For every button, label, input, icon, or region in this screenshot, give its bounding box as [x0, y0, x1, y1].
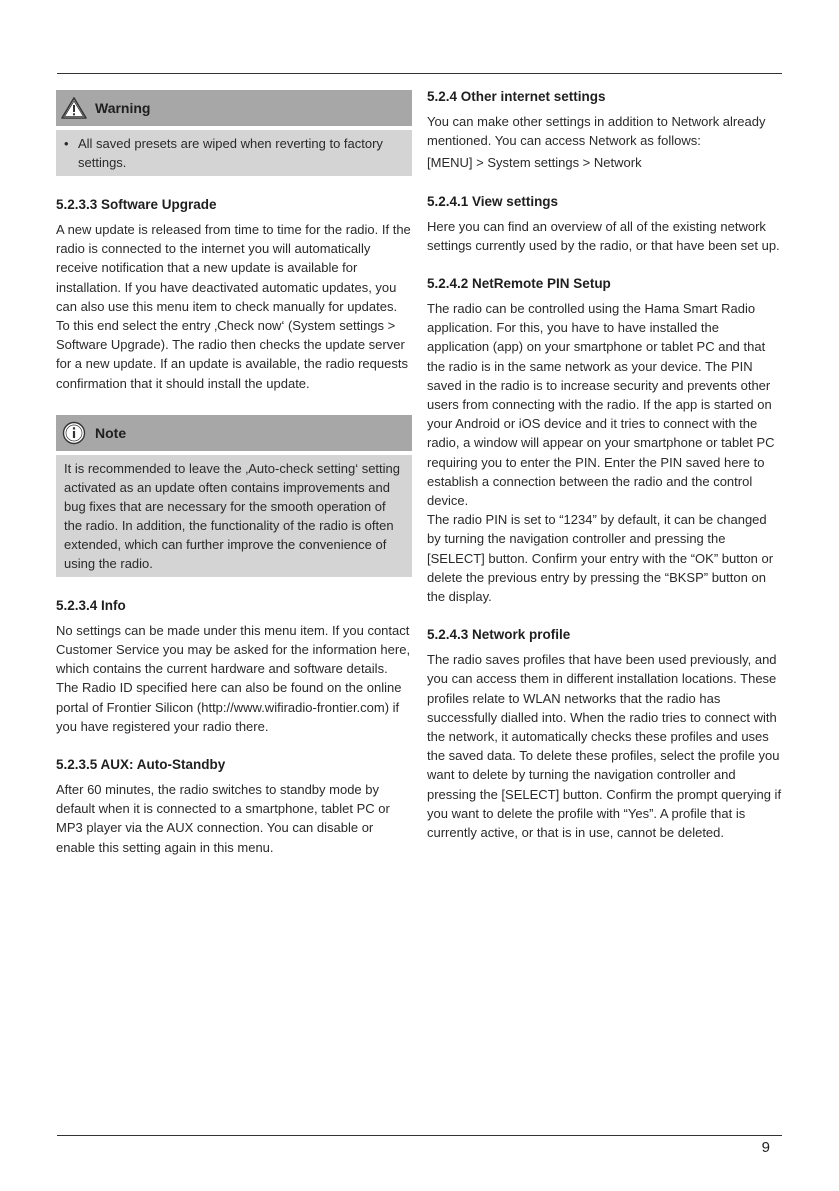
- text-netremote-pin-2: The radio PIN is set to “1234” by default, it can be changed by turning the navigation controller and pressing the [SELECT] button. Confirm your entry with the “OK” button or delete the previous entry by pressing the “BKSP” button on the display.: [427, 512, 774, 605]
- heading-aux: 5.2.3.5 AUX: Auto-Standby: [56, 757, 226, 773]
- text-network-profile: The radio saves profiles that have been used previously, and you can access them in different installation locations. These profiles relate to WLAN networks that the radio has successfully dialled into. When the radio tries to connect with the network, it automatically checks these profiles and uses the saved data. To delete these profiles, select the profile you want to delete by turning the navigation controller and pressing the [SELECT] button. Confirm the prompt querying if you want to delete the profile with “Yes”. A profile that is currently active, or that is in use, cannot be deleted.: [427, 652, 782, 841]
- text-other-internet-settings: You can make other settings in addition to Network already mentioned. You can access Network as follows:: [427, 114, 766, 149]
- warning-bullet-text: All saved presets are wiped when reverting to factory settings.: [78, 136, 383, 170]
- warning-header: [56, 90, 412, 126]
- text-netremote-pin-1: The radio can be controlled using the Hama Smart Radio application. For this, you have to have installed the application (app) on your smartphone or tablet PC and that the radio is in the same network as your device. The PIN saved in the radio is to increase security and prevents other users from connecting with the radio. If the app is started on your Android or iOS device and it tries to connect with the radio, a window will appear on your smartphone or tablet PC requiring you to enter the PIN. Enter the PIN saved here to establish a connection between the radio and the control device.: [427, 301, 775, 509]
- warning-box: [56, 90, 412, 176]
- menu-path: [MENU] > System settings > Network: [427, 155, 642, 171]
- warning-body: [56, 130, 412, 176]
- text-software-upgrade: A new update is released from time to time for the radio. If the radio is connected to the internet you will automatically receive notification that a new update is available for installation. If you have deactivated automatic updates, you can also use this menu item to check manually for updates. To this end select the entry ‚Check now‘ (System settings > Software Upgrade). The radio then checks the update server for a new update. If an update is available, the radio requests confirmation that it should install the update.: [56, 222, 411, 391]
- footer-rule: [57, 1135, 782, 1136]
- section-info: [56, 597, 412, 736]
- note-header: [56, 415, 412, 451]
- heading-info: 5.2.3.4 Info: [56, 597, 126, 613]
- section-network-profile: [427, 626, 783, 842]
- left-column: [56, 88, 412, 857]
- bullet-dot: •: [64, 136, 69, 151]
- section-aux: [56, 756, 412, 857]
- heading-netremote-pin: 5.2.4.2 NetRemote PIN Setup: [427, 276, 611, 292]
- section-netremote-pin: [427, 275, 783, 606]
- right-column: [427, 88, 783, 842]
- text-view-settings: Here you can find an overview of all of the existing network settings currently used by the radio, or that have been set up.: [427, 218, 780, 253]
- heading-network-profile: 5.2.4.3 Network profile: [427, 627, 571, 643]
- note-title: Note: [95, 424, 127, 441]
- heading-software-upgrade: 5.2.3.3 Software Upgrade: [56, 197, 217, 212]
- heading-other-internet-settings: 5.2.4 Other internet settings: [427, 89, 606, 104]
- section-software-upgrade: [56, 196, 412, 393]
- page-number: 9: [761, 1139, 770, 1156]
- warning-title: Warning: [95, 100, 151, 116]
- note-box: [56, 415, 412, 577]
- text-aux: After 60 minutes, the radio switches to standby mode by default when it is connected to a smartphone, tablet PC or MP3 player via the AUX connection. You can disable or enable this setting again in this menu.: [56, 782, 390, 855]
- info-circle-icon: [60, 420, 88, 446]
- text-info: No settings can be made under this menu item. If you contact Customer Service you may be asked for the information here, which contains the current hardware and software details. The Radio ID specified here can also be found on the online portal of Frontier Silicon (http://www.wifiradio-frontier.com) if you have registered your radio there.: [56, 622, 411, 734]
- section-view-settings: [427, 193, 783, 255]
- warning-triangle-icon: [60, 96, 88, 120]
- section-other-internet-settings: [427, 88, 783, 173]
- heading-view-settings: 5.2.4.1 View settings: [427, 193, 559, 209]
- header-rule: [57, 73, 782, 74]
- note-body: It is recommended to leave the ‚Auto-check setting‘ setting activated as an update often contains improvements and bug fixes that are necessary for the smooth operation of the radio. In addition, the functionality of the radio is often extended, which can further improve the convenience of using the radio.: [56, 455, 412, 577]
